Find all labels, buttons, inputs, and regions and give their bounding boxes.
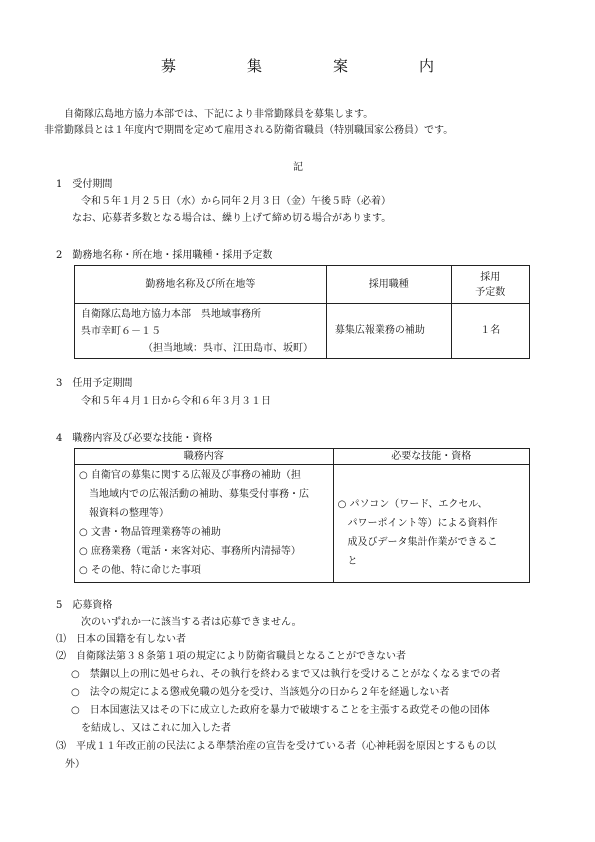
section3-heading: 3 任用予定期間 (56, 378, 133, 389)
page-title: 募 集 案 内 (160, 57, 462, 75)
duty-line-2: 当地域内での広報活動の補助、募集受付事務・広 (79, 489, 309, 500)
skill-line-1: ○ パソコン（ワード、エクセル、 (337, 499, 488, 510)
recruitment-table (74, 265, 530, 359)
location-line-3: （担当地域：呉市、江田島市、坂町） (143, 342, 313, 354)
section5-sub-3-cont: を結成し、又はこれに加入した者 (81, 723, 231, 734)
section2-heading: 2 勤務地名称・所在地・採用職種・採用予定数 (56, 250, 273, 261)
intro-line-1: 自衛隊広島地方協力本部では、下記により非常勤隊員を募集します。 (64, 109, 374, 120)
duty-line-5: ○ 庶務業務（電話・来客対応、事務所内清掃等） (79, 546, 301, 557)
section3-line: 令和５年４月１日から令和６年３月３１日 (81, 396, 271, 407)
skills-cell (333, 465, 529, 583)
intro-line-2: 非常勤隊員とは１年度内で期間を定めて雇用される防衛省職員（特別職国家公務員）です。 (44, 125, 454, 136)
skill-line-4: と (337, 556, 358, 567)
ki-heading: 記 (293, 162, 303, 173)
section5-sub-3: ○ 日本国憲法又はその下に成立した政府を暴力で破壊することを主張する政党その他の団体 (71, 705, 490, 716)
section5-item-3: ⑶ 平成１１年改正前の民法による準禁治産の宣告を受けている者（心神耗弱を原因とするもの以 (56, 741, 496, 752)
skill-line-3: 成及びデータ集計作業ができるこ (337, 537, 498, 548)
section1-line-1: 令和５年１月２５日（水）から同年２月３日（金）午後５時（必着） (81, 196, 391, 207)
duty-line-3: 報資料の整理等） (79, 508, 169, 519)
duties-header: 職務内容 (75, 449, 334, 465)
section5-sub-1: ○ 禁錮以上の刑に処せられ、その執行を終わるまで又は執行を受けることがなくなるまでの者 (71, 669, 501, 680)
duty-line-6: ○ その他、特に命じた事項 (79, 565, 201, 576)
section5-item-1: ⑴ 日本の国籍を有しない者 (56, 634, 186, 645)
section5-item-2: ⑵ 自衛隊法第３８条第１項の規定により防衛省職員となることができない者 (56, 651, 406, 662)
skills-header: 必要な技能・資格 (333, 449, 529, 465)
job-header: 採用職種 (326, 266, 451, 304)
section1-line-2: なお、応募者多数となる場合は、繰り上げて締め切る場合があります。 (72, 213, 392, 224)
count-header (451, 266, 529, 304)
skill-line-2: パワーポイント等）による資料作 (337, 518, 498, 529)
duties-cell (75, 465, 334, 583)
section5-line-1: 次のいずれか一に該当する者は応募できません。 (81, 617, 302, 628)
section5-sub-2: ○ 法令の規定による懲戒免職の処分を受け、当該処分の日から２年を経過しない者 (71, 687, 450, 698)
location-cell (75, 304, 327, 359)
location-line-2: 呉市幸町６－１５ (81, 325, 161, 337)
count-header-line-1: 採用 (480, 271, 501, 283)
duty-line-4: ○ 文書・物品管理業務等の補助 (79, 527, 221, 538)
count-header-line-2: 予定数 (475, 286, 506, 298)
count-cell: １名 (451, 304, 529, 359)
section5-heading: 5 応募資格 (56, 600, 113, 611)
job-cell: 募集広報業務の補助 (326, 304, 451, 359)
section1-heading: 1 受付期間 (56, 179, 113, 190)
duty-line-1: ○ 自衛官の募集に関する広報及び事務の補助（担 (79, 470, 301, 481)
location-header: 勤務地名称及び所在地等 (75, 266, 327, 304)
section5-item-3-cont: 外） (65, 759, 85, 770)
section4-heading: 4 職務内容及び必要な技能・資格 (56, 433, 213, 444)
duties-table (74, 448, 530, 583)
location-line-1: 自衛隊広島地方協力本部 呉地域事務所 (81, 308, 261, 320)
